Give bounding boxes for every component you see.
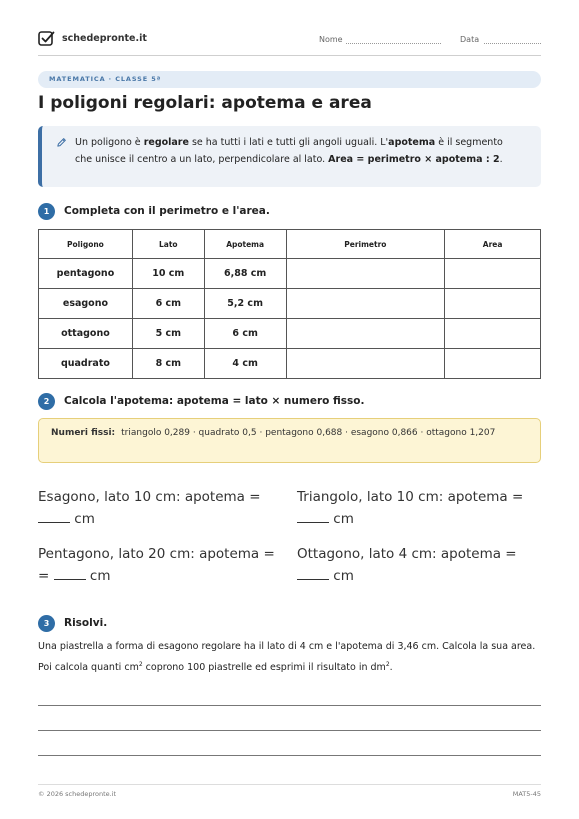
column-header: Lato (132, 230, 204, 259)
fixed-numbers-text (51, 425, 521, 441)
footer-copyright: © 2026 schedepronte.it (38, 790, 117, 798)
polygon-cell: pentagono (39, 259, 133, 289)
apothem-cell: 6 cm (204, 319, 286, 349)
perimeter-answer-cell[interactable] (286, 289, 445, 319)
section-2-number: 2 (38, 393, 55, 410)
exercise-item: Esagono, lato 10 cm: apotema = cm (38, 489, 261, 527)
table-row (39, 319, 541, 349)
apothem-cell: 4 cm (204, 349, 286, 379)
pencil-icon (56, 137, 67, 148)
column-header: Apotema (204, 230, 286, 259)
problem-text: Una piastrella a forma di esagono regolare ha il lato di 4 cm e l'apotema di 3,46 cm. Calcola la sua area. Poi calcola quanti $cm^2$ coprono 100 piastrelle ed esprimi il risultato in $dm^2$. (38, 641, 536, 674)
footer-code: MAT5-45 (512, 790, 541, 798)
info-text: Un poligono è regolare se ha tutti i lati e tutti gli angoli uguali. L'apotema è il segmento che unisce il centro a un lato, perpendicolare al lato. Area = perimetro × apotema : 2. (75, 137, 503, 165)
polygon-cell: ottagono (39, 319, 133, 349)
side-cell: 5 cm (132, 319, 204, 349)
date-label: Data (460, 35, 480, 44)
table-row (39, 259, 541, 289)
perimeter-answer-cell[interactable] (286, 319, 445, 349)
topic-bar (38, 71, 541, 88)
topic-label: MATEMATICA · CLASSE 5ª (49, 75, 162, 83)
fixed-numbers-label: Numeri fissi: (51, 428, 116, 438)
fixed-numbers-box (38, 418, 541, 463)
exercise-item: Ottagono, lato 4 cm: apotema = cm (297, 546, 517, 584)
fixed-numbers-values: triangolo 0,289 · quadrato 0,5 · pentagono 0,688 · esagono 0,866 · ottagono 1,207 (121, 428, 496, 438)
section-1-number: 1 (38, 203, 55, 220)
section-1-title: Completa con il perimetro e l'area. (64, 205, 270, 217)
polygon-cell: esagono (39, 289, 133, 319)
exercise-item: Triangolo, lato 10 cm: apotema = cm (297, 489, 524, 527)
name-field[interactable] (346, 43, 441, 44)
section-3-number: 3 (38, 615, 55, 632)
area-answer-cell[interactable] (445, 349, 541, 379)
perimeter-answer-cell[interactable] (286, 349, 445, 379)
checkbox-logo-icon (38, 30, 55, 47)
polygon-table (38, 229, 541, 379)
side-cell: 6 cm (132, 289, 204, 319)
page-header (38, 30, 541, 56)
section-2-title: Calcola l'apotema: apotema = lato × numero fisso. (64, 395, 365, 407)
answer-blank[interactable] (38, 510, 70, 523)
area-answer-cell[interactable] (445, 319, 541, 349)
exercise-item: Pentagono, lato 20 cm: apotema = = cm (38, 546, 275, 584)
table-header-row (39, 230, 541, 259)
perimeter-answer-cell[interactable] (286, 259, 445, 289)
answer-line[interactable] (38, 755, 541, 756)
side-cell: 10 cm (132, 259, 204, 289)
footer-divider (38, 784, 541, 785)
name-label: Nome (319, 35, 343, 44)
apothem-cell: 6,88 cm (204, 259, 286, 289)
column-header: Perimetro (286, 230, 445, 259)
date-field[interactable] (484, 43, 541, 44)
area-answer-cell[interactable] (445, 289, 541, 319)
answer-blank[interactable] (297, 510, 329, 523)
table-row (39, 349, 541, 379)
page-title: I poligoni regolari: apotema e area (38, 93, 372, 113)
answer-line[interactable] (38, 730, 541, 731)
info-box (38, 126, 541, 187)
polygon-cell: quadrato (39, 349, 133, 379)
area-answer-cell[interactable] (445, 259, 541, 289)
column-header: Area (445, 230, 541, 259)
brand-name: schedepronte.it (62, 33, 147, 44)
section-3-title: Risolvi. (64, 617, 108, 629)
answer-blank[interactable] (297, 567, 329, 580)
side-cell: 8 cm (132, 349, 204, 379)
apothem-cell: 5,2 cm (204, 289, 286, 319)
answer-line[interactable] (38, 705, 541, 706)
table-row (39, 289, 541, 319)
answer-blank[interactable] (54, 567, 86, 580)
column-header: Poligono (39, 230, 133, 259)
